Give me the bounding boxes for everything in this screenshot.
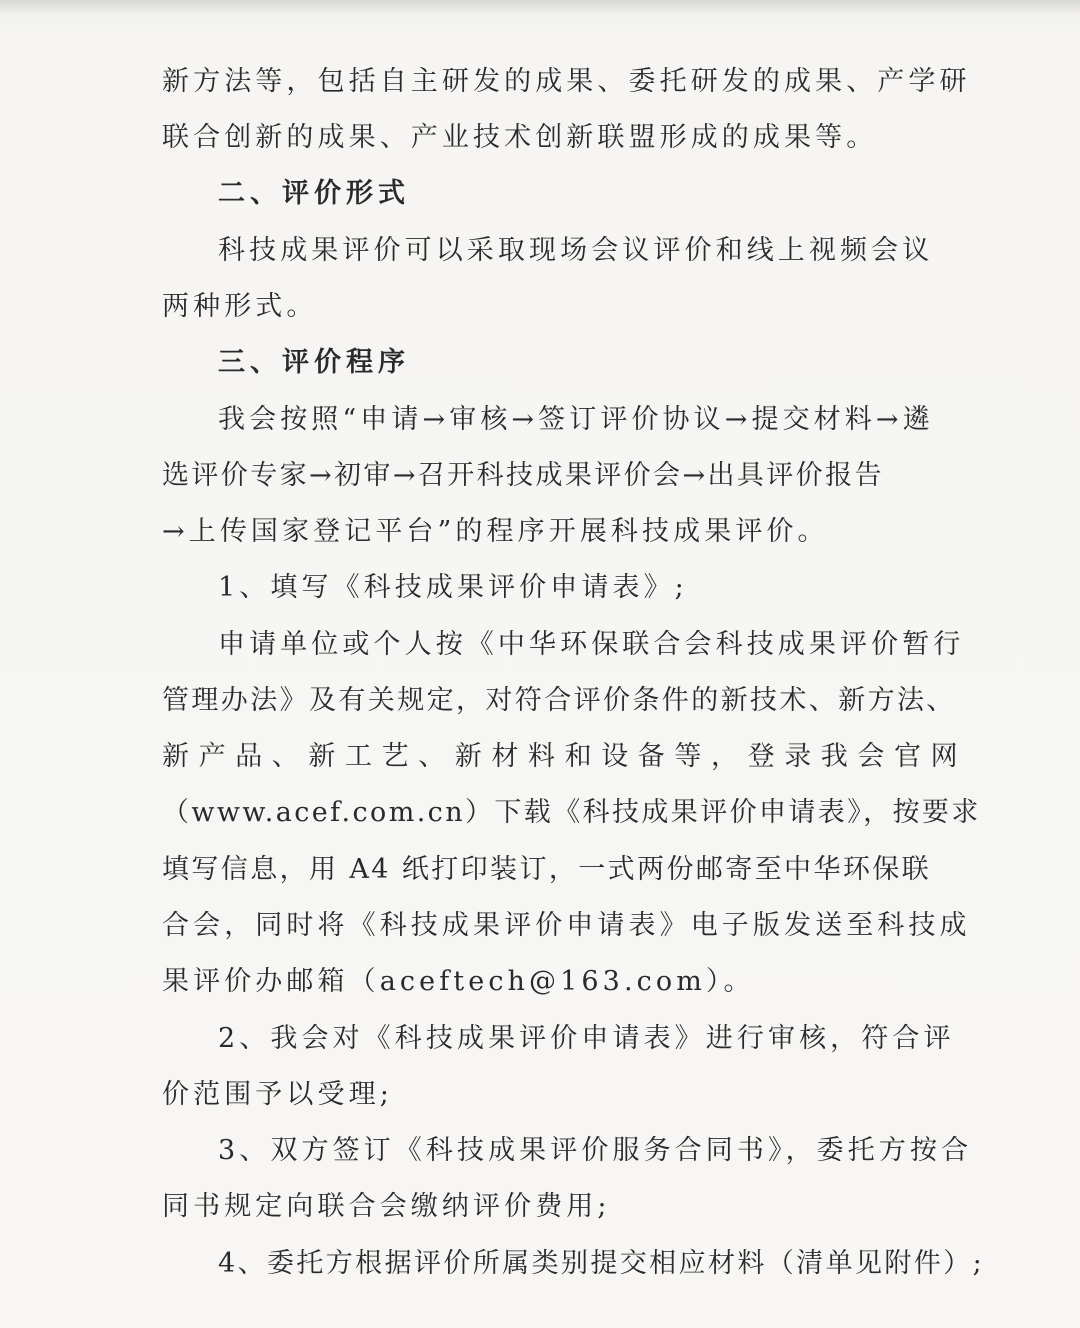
page-edge-shadow	[0, 0, 1080, 14]
paragraph-line: 两种形式。	[162, 291, 318, 322]
section-heading-evaluation-procedure: 三、评价程序	[218, 347, 410, 378]
paragraph-line: 填写信息，用 A4 纸打印装订，一式两份邮寄至中华环保联	[162, 854, 932, 885]
paragraph-line: 新产品、新工艺、新材料和设备等，登录我会官网	[162, 741, 968, 772]
step-2-line: 2、我会对《科技成果评价申请表》进行审核，符合评	[218, 1023, 955, 1054]
step-3-line: 同书规定向联合会缴纳评价费用;	[162, 1191, 611, 1222]
step-4-line: 4、委托方根据评价所属类别提交相应材料（清单见附件）;	[218, 1248, 985, 1279]
paragraph-line: 联合创新的成果、产业技术创新联盟形成的成果等。	[162, 122, 878, 153]
paragraph-line: 合会，同时将《科技成果评价申请表》电子版发送至科技成	[162, 910, 971, 941]
paragraph-line: 我会按照“申请→审核→签订评价协议→提交材料→遴	[218, 404, 934, 435]
step-heading: 1、填写《科技成果评价申请表》;	[218, 572, 688, 603]
paragraph-line: 新方法等，包括自主研发的成果、委托研发的成果、产学研	[162, 66, 971, 97]
paragraph-line: 申请单位或个人按《中华环保联合会科技成果评价暂行	[218, 629, 965, 660]
paragraph-line: 果评价办邮箱（aceftech@163.com）。	[162, 966, 755, 997]
step-2-line: 价范围予以受理;	[162, 1079, 393, 1110]
paragraph-line: 选评价专家→初审→召开科技成果评价会→出具评价报告	[162, 460, 884, 491]
step-3-line: 3、双方签订《科技成果评价服务合同书》，委托方按合	[218, 1135, 973, 1166]
paragraph-line: （www.acef.com.cn）下载《科技成果评价申请表》，按要求	[162, 797, 981, 828]
paragraph-line: 科技成果评价可以采取现场会议评价和线上视频会议	[218, 235, 934, 266]
paragraph-line: →上传国家登记平台”的程序开展科技成果评价。	[162, 516, 829, 547]
paragraph-line: 管理办法》及有关规定，对符合评价条件的新技术、新方法、	[162, 685, 956, 716]
section-heading-evaluation-form: 二、评价形式	[218, 178, 410, 209]
